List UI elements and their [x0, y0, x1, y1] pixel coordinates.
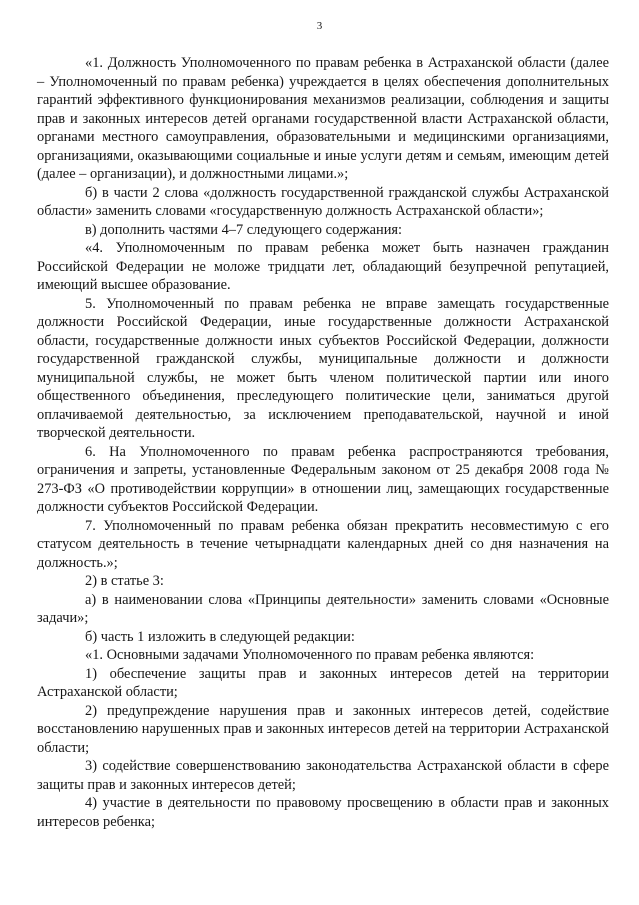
paragraph: 2) в статье 3: — [85, 573, 164, 589]
paragraph: 6. На Уполномоченного по правам ребенка распространяются требования, ограничения и запреты, установленные Федеральным законом от 25 декабря 2008 года № 273-ФЗ «О противодействии коррупции» в отношении лиц, замещающих государственные должности субъектов Российской Федерации. — [37, 443, 609, 515]
page-number: 3 — [316, 20, 323, 32]
paragraph: в) дополнить частями 4–7 следующего содержания: — [85, 221, 403, 238]
paragraph: 4) участие в деятельности по правовому просвещению в области прав и законных интересов ребенка; — [37, 795, 609, 830]
paragraph: 1) обеспечение защиты прав и законных интересов детей на территории Астраханской области; — [37, 665, 609, 700]
paragraph: «1. Основными задачами Уполномоченного по правам ребенка являются: — [85, 647, 535, 663]
paragraph: 5. Уполномоченный по правам ребенка не вправе замещать государственные должности Российской Федерации, иные государственные должности Астраханской области, государственные должности иных субъектов Российской Федерации, должности государственной гражданской службы, муниципальные должности и должности муниципальной службы, не может быть членом политической партии или иного общественного объединения, преследующего политические цели, заниматься другой оплачиваемой деятельностью, за исключением преподавательской, научной и иной творческой деятельности. — [37, 295, 609, 441]
paragraph: б) часть 1 изложить в следующей редакции: — [85, 628, 355, 645]
paragraph: «4. Уполномоченным по правам ребенка может быть назначен гражданин Российской Федерации не моложе тридцати лет, обладающий безупречной репутацией, имеющий высшее образование. — [37, 240, 609, 293]
paragraph: 7. Уполномоченный по правам ребенка обязан прекратить несовместимую с его статусом деятельность в течение четырнадцати календарных дней со дня назначения на должность.»; — [37, 517, 609, 571]
paragraph: 2) предупреждение нарушения прав и законных интересов детей, содействие восстановлению нарушенных прав и законных интересов детей на территории Астраханской области; — [37, 702, 609, 756]
paragraph: 3) содействие совершенствованию законодательства Астраханской области в сфере защиты прав и законных интересов детей; — [37, 758, 609, 793]
paragraph: а) в наименовании слова «Принципы деятельности» заменить словами «Основные задачи»; — [37, 591, 609, 626]
paragraph: б) в части 2 слова «должность государственной гражданской службы Астраханской области» заменить словами «государственную должность Астраханской области»; — [37, 184, 609, 219]
paragraph: «1. Должность Уполномоченного по правам ребенка в Астраханской области (далее – Уполномоченный по правам ребенка) учреждается в целях обеспечения дополнительных гарантий эффективного функционирования механизмов реализации, соблюдения и защиты прав и законных интересов детей органами государственной власти Астраханской области, органами местного самоуправления, образовательными и медицинскими организациями, организациями, оказывающими социальные и иные услуги детям и семьям, имеющим детей (далее – организации), и должностными лицами.»; — [37, 55, 609, 182]
